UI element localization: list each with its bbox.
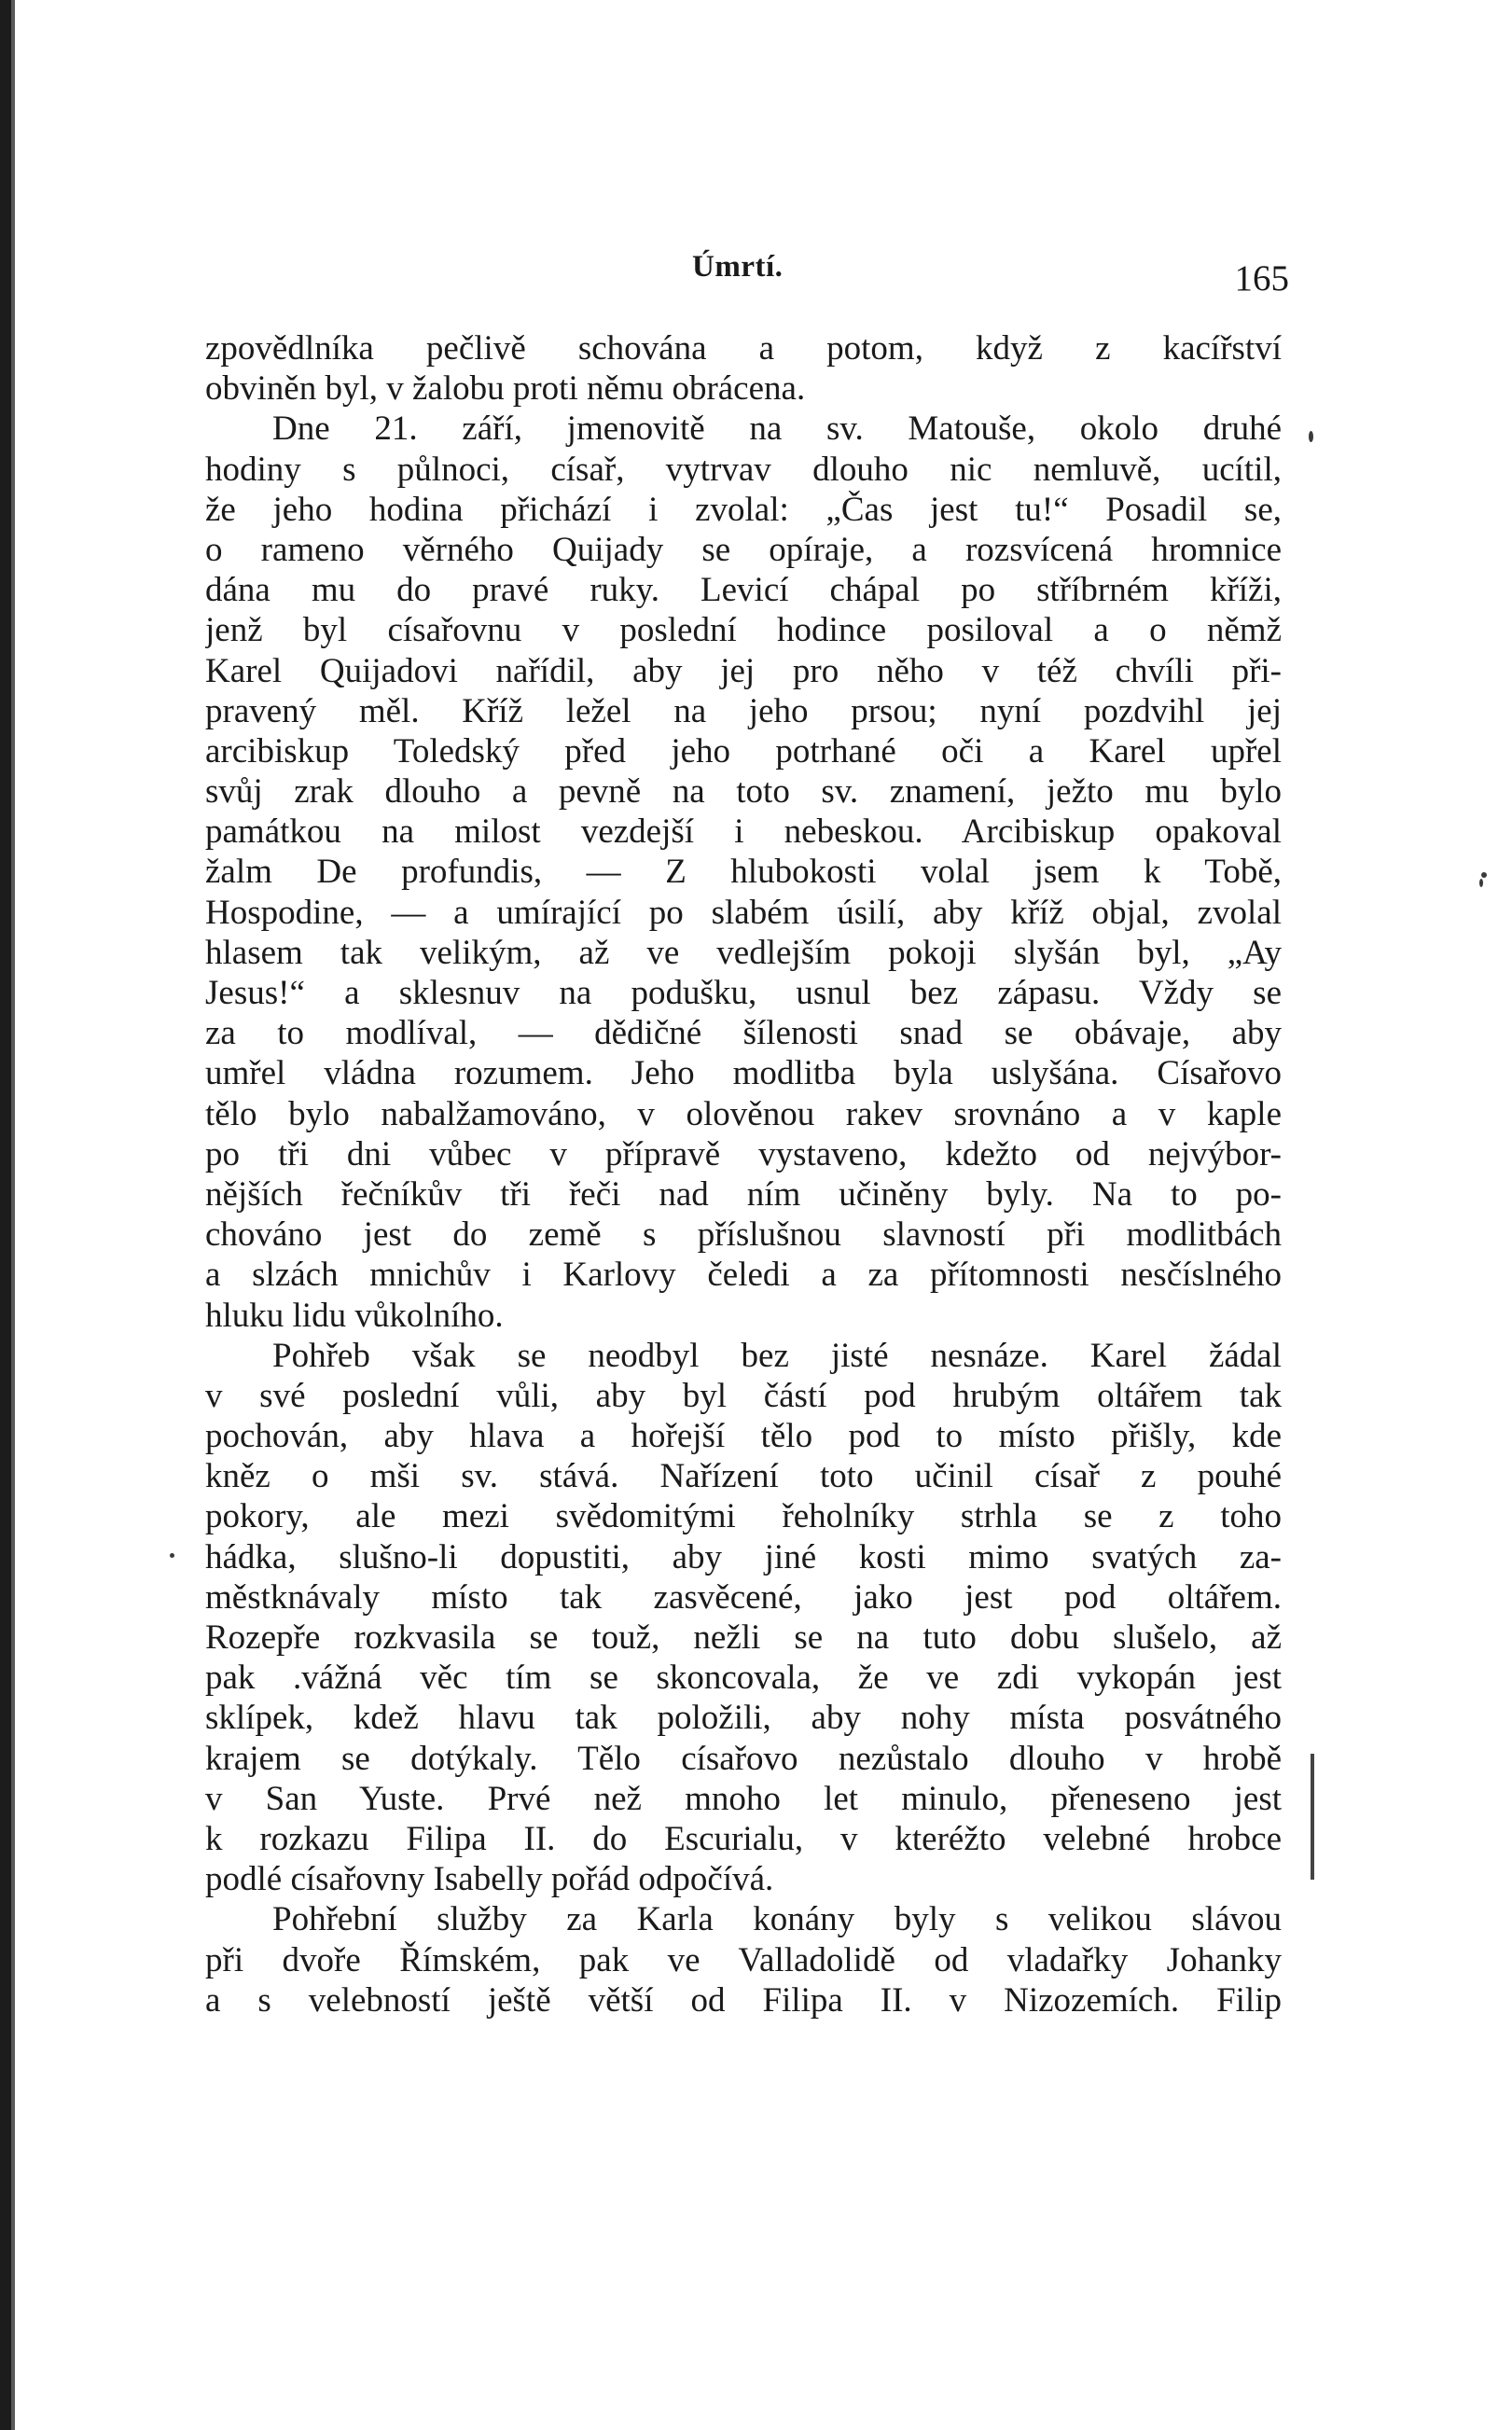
text-line: v San Yuste. Prvé než mnoho let minulo, přeneseno jest	[205, 1779, 1282, 1818]
paper-speck	[1309, 431, 1313, 442]
text-line: kněz o mši sv. stává. Nařízení toto učinil císař z pouhé	[205, 1457, 1282, 1496]
page-number: 165	[1234, 258, 1289, 299]
text-line: hádka, slušno-li dopustiti, aby jiné kosti mimo svatých za-	[205, 1537, 1282, 1576]
page-header	[207, 244, 1289, 300]
text-line: zpovědlníka pečlivě schována a potom, když z kacířství	[205, 329, 1282, 368]
text-line: Karel Quijadovi nařídil, aby jej pro něho v též chvíli při-	[205, 651, 1282, 690]
text-line: pochován, aby hlava a hořejší tělo pod to místo přišly, kde	[205, 1417, 1282, 1456]
text-line: krajem se dotýkaly. Tělo císařovo nezůstalo dlouho v hrobě	[205, 1739, 1282, 1778]
text-line: při dvoře Římském, pak ve Valladolidě od vladařky Johanky	[205, 1940, 1282, 1979]
text-line: pokory, ale mezi svědomitými řeholníky strhla se z toho	[205, 1497, 1282, 1536]
text-line: sklípek, kdež hlavu tak položili, aby nohy místa posvátného	[205, 1699, 1282, 1738]
text-line: o rameno věrného Quijady se opíraje, a rozsvícená hromnice	[205, 530, 1282, 569]
running-head: Úmrtí.	[692, 250, 784, 284]
text-line: památkou na milost vezdejší i nebeskou. Arcibiskup opakoval	[205, 812, 1282, 852]
body-text	[205, 328, 1282, 2020]
text-line: chováno jest do země s příslušnou slavností při modlitbách	[205, 1215, 1282, 1255]
text-line: jenž byl císařovnu v poslední hodince posiloval a o němž	[205, 611, 1282, 650]
paper-speck	[1479, 879, 1483, 887]
text-line: Rozepře rozkvasila se touž, nežli se na tuto dobu slušelo, až	[205, 1618, 1282, 1657]
text-line: obviněn byl, v žalobu proti němu obrácena.	[205, 369, 806, 409]
text-line: Pohřeb však se neodbyl bez jisté nesnáze. Karel žádal	[272, 1336, 1282, 1375]
text-line: v své poslední vůli, aby byl částí pod hrubým oltářem tak	[205, 1376, 1282, 1415]
text-line: po tři dni vůbec v přípravě vystaveno, kdežto od nejvýbor-	[205, 1134, 1282, 1173]
text-line: hlasem tak velikým, až ve vedlejším pokoji slyšán byl, „Ay	[205, 933, 1282, 972]
text-line: pak .vážná věc tím se skoncovala, že ve zdi vykopán jest	[205, 1659, 1282, 1698]
text-line: Jesus!“ a sklesnuv na podušku, usnul bez zápasu. Vždy se	[205, 974, 1282, 1012]
text-line: pravený měl. Kříž ležel na jeho prsou; nyní pozdvihl jej	[205, 691, 1282, 730]
page-edge-shadow	[0, 0, 11, 2430]
text-line: že jeho hodina přichází i zvolal: „Čas jest tu!“ Posadil se,	[205, 490, 1282, 529]
text-line: městknávaly místo tak zasvěcené, jako jest pod oltářem.	[205, 1577, 1282, 1617]
text-line: Pohřební služby za Karla konány byly s velikou slávou	[272, 1900, 1282, 1939]
text-line: a s velebností ještě větší od Filipa II. v Nizozemích. Filip	[205, 1980, 1282, 2020]
text-line: tělo bylo nabalžamováno, v olověnou rakev srovnáno a v kaple	[205, 1094, 1282, 1133]
text-line: nějších řečníkův tři řeči nad ním učiněny byly. Na to po-	[205, 1174, 1282, 1214]
text-line: dána mu do pravé ruky. Levicí chápal po stříbrném kříži,	[205, 571, 1282, 610]
text-line: Dne 21. září, jmenovitě na sv. Matouše, okolo druhé	[272, 410, 1282, 449]
text-line: podlé císařovny Isabelly pořád odpočívá.	[205, 1860, 774, 1899]
text-line: za to modlíval, — dědičné šílenosti snad se obávaje, aby	[205, 1014, 1282, 1053]
paper-speck	[1481, 872, 1487, 878]
text-line: svůj zrak dlouho a pevně na toto sv. znamení, ježto mu bylo	[205, 772, 1282, 812]
page-edge-shadow-inner	[11, 0, 15, 2430]
text-line: umřel vládna rozumem. Jeho modlitba byla uslyšána. Císařovo	[205, 1054, 1282, 1093]
text-line: Hospodine, — a umírající po slabém úsilí, aby kříž objal, zvolal	[205, 893, 1282, 932]
margin-mark	[1311, 1754, 1314, 1880]
text-line: hodiny s půlnoci, císař, vytrvav dlouho nic nemluvě, ucítil,	[205, 450, 1282, 489]
paper-speck	[170, 1553, 174, 1558]
text-line: žalm De profundis, — Z hlubokosti volal jsem k Tobě,	[205, 853, 1282, 892]
text-line: arcibiskup Toledský před jeho potrhané oči a Karel upřel	[205, 731, 1282, 771]
text-line: a slzách mnichův i Karlovy čeledi a za přítomnosti nesčíslného	[205, 1256, 1282, 1295]
text-line: k rozkazu Filipa II. do Escurialu, v kteréžto velebné hrobce	[205, 1819, 1282, 1858]
text-line: hluku lidu vůkolního.	[205, 1296, 504, 1335]
